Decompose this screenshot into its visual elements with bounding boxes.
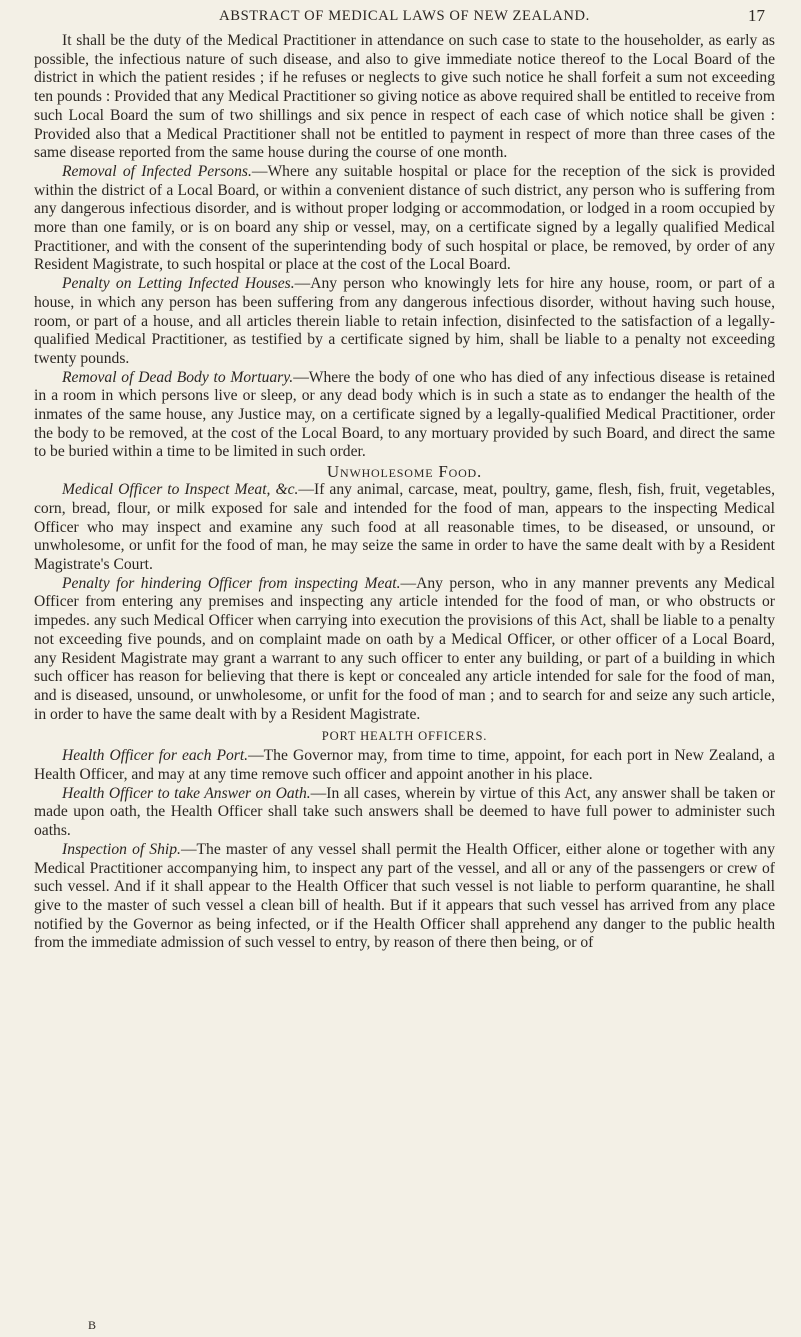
side-heading: Removal of Dead Body to Mortuary. (62, 368, 294, 386)
page-header (34, 6, 775, 32)
side-heading: Health Officer to take Answer on Oath. (62, 784, 311, 802)
paragraph-removal-infected: Removal of Infected Persons.—Where any suitable hospital or place for the reception of the sick is provided within the district of a Local Board, or within a convenient distance of such district, any person who is suffering from any dangerous infectious disorder, and is without proper lodging or accommodation, or lodged in a room occupied by more than one family, or is on board any ship or vessel, may, on a certificate signed by a legally qualified Medical Practitioner, and with the consent of the superintending body of such hospital or place, be removed, by order of any Resident Magistrate, to such hospital or place at the cost of the Local Board. (34, 162, 775, 274)
paragraph-dead-body: Removal of Dead Body to Mortuary.—Where the body of one who has died of any infectious disease is retained in a room in which persons live or sleep, or any dead body which is in such a state as to endanger the health of the inmates of the same house, any Justice may, on a certificate signed by a legally-qualified Medical Practitioner, order the body to be removed, at the cost of the Local Board, to any mortuary provided by such Board, and direct the same to be buried within a time to be limited in such order. (34, 368, 775, 461)
running-head: ABSTRACT OF MEDICAL LAWS OF NEW ZEALAND. (219, 8, 590, 24)
side-heading: Health Officer for each Port. (62, 747, 249, 765)
paragraph-inspection-ship: Inspection of Ship.—The master of any vessel shall permit the Health Officer, either alone or together with any Medical Practitioner accompanying him, to inspect any part of the vessel, and all or any of the passengers or crew of such vessel. And if it shall appear to the Health Officer that such vessel is not liable to perform quarantine, he shall give to the master of such vessel a clean bill of health. But if it appears that such vessel has arrived from any place notified by the Governor as being infected, or if the Health Officer shall apprehend any danger to the public health from the immediate admission of such vessel to entry, by reason of there then being, or of (34, 840, 775, 952)
side-heading: Penalty for hindering Officer from inspecting Meat. (62, 574, 401, 592)
section-heading-port-health: PORT HEALTH OFFICERS. (321, 729, 488, 744)
side-heading: Penalty on Letting Infected Houses. (62, 275, 295, 293)
paragraph-notice-duty: It shall be the duty of the Medical Practitioner in attendance on such case to state to the householder, as early as possible, the infectious nature of such disease, and also to give immediate notice thereof to the Local Board of the district in which the patient resides ; if he refuses or neglects to give such notice he shall forfeit a sum not exceeding ten pounds : Provided that any Medical Practitioner so giving notice as above required shall be entitled to receive from such Local Board the sum of two shillings and six pence in respect of each case of which notice shall be given : Provided also that a Medical Practitioner shall not be entitled to payment in respect of more than three cases of the same disease reported from the same house during the course of one month. (34, 32, 775, 162)
paragraph-inspect-meat: Medical Officer to Inspect Meat, &c.—If any animal, carcase, meat, poultry, game, flesh, fish, fruit, vegetables, corn, bread, flour, or milk exposed for sale and intended for the food of man, appears to the inspecting Medical Officer who may inspect and examine any such food at all reasonable times, to be diseased, or unsound, or unwholesome, or unfit for the food of man, he may seize the same in order to have the same dealt with by a Resident Magistrate's Court. (34, 481, 775, 573)
paragraph-health-officer-port: Health Officer for each Port.—The Governor may, from time to time, appoint, for each port in New Zealand, a Health Officer, and may at any time remove such officer and appoint another in his place. (34, 747, 775, 784)
document-body (34, 32, 775, 953)
paragraph-penalty-letting: Penalty on Letting Infected Houses.—Any person who knowingly lets for hire any house, room, or part of a house, in which any person has been suffering from any dangerous infectious disorder, without having such house, room, or part of a house, and all articles therein liable to retain infection, disinfected to the satisfaction of a legally-qualified Medical Practitioner, as testified by a certificate signed by him, shall be liable to a penalty not exceeding twenty pounds. (34, 275, 775, 367)
side-heading: Medical Officer to Inspect Meat, &c. (62, 481, 299, 499)
section-heading-unwholesome-food: Unwholesome Food. (326, 462, 483, 482)
side-heading: Inspection of Ship. (62, 840, 181, 858)
paragraph-answer-oath: Health Officer to take Answer on Oath.—In all cases, wherein by virtue of this Act, any answer shall be taken or made upon oath, the Health Officer shall take such answers shall be deemed to have full power to administer such oaths. (34, 784, 775, 840)
page-number: 17 (748, 6, 765, 25)
side-heading: Removal of Infected Persons. (62, 162, 252, 180)
signature-mark: B (88, 1318, 97, 1332)
paragraph-penalty-hindering: Penalty for hindering Officer from inspecting Meat.—Any person, who in any manner prevents any Medical Officer from entering any premises and inspecting any article intended for the food of man, or who obstructs or impedes. any such Medical Officer when carrying into execution the provisions of this Act, shall be liable to a penalty not exceeding five pounds, and on complaint made on oath by a Medical Officer, or other officer of a Local Board, any Resident Magistrate may grant a warrant to any such officer to enter any building, or part of a building in which such officer has reason for believing that there is kept or concealed any article intended for sale for the food of man, and is diseased, unsound, or unwholesome, or unfit for the food of man ; and to search for and seize any such article, in order to have the same dealt with by a Resident Magistrate. (34, 574, 775, 723)
